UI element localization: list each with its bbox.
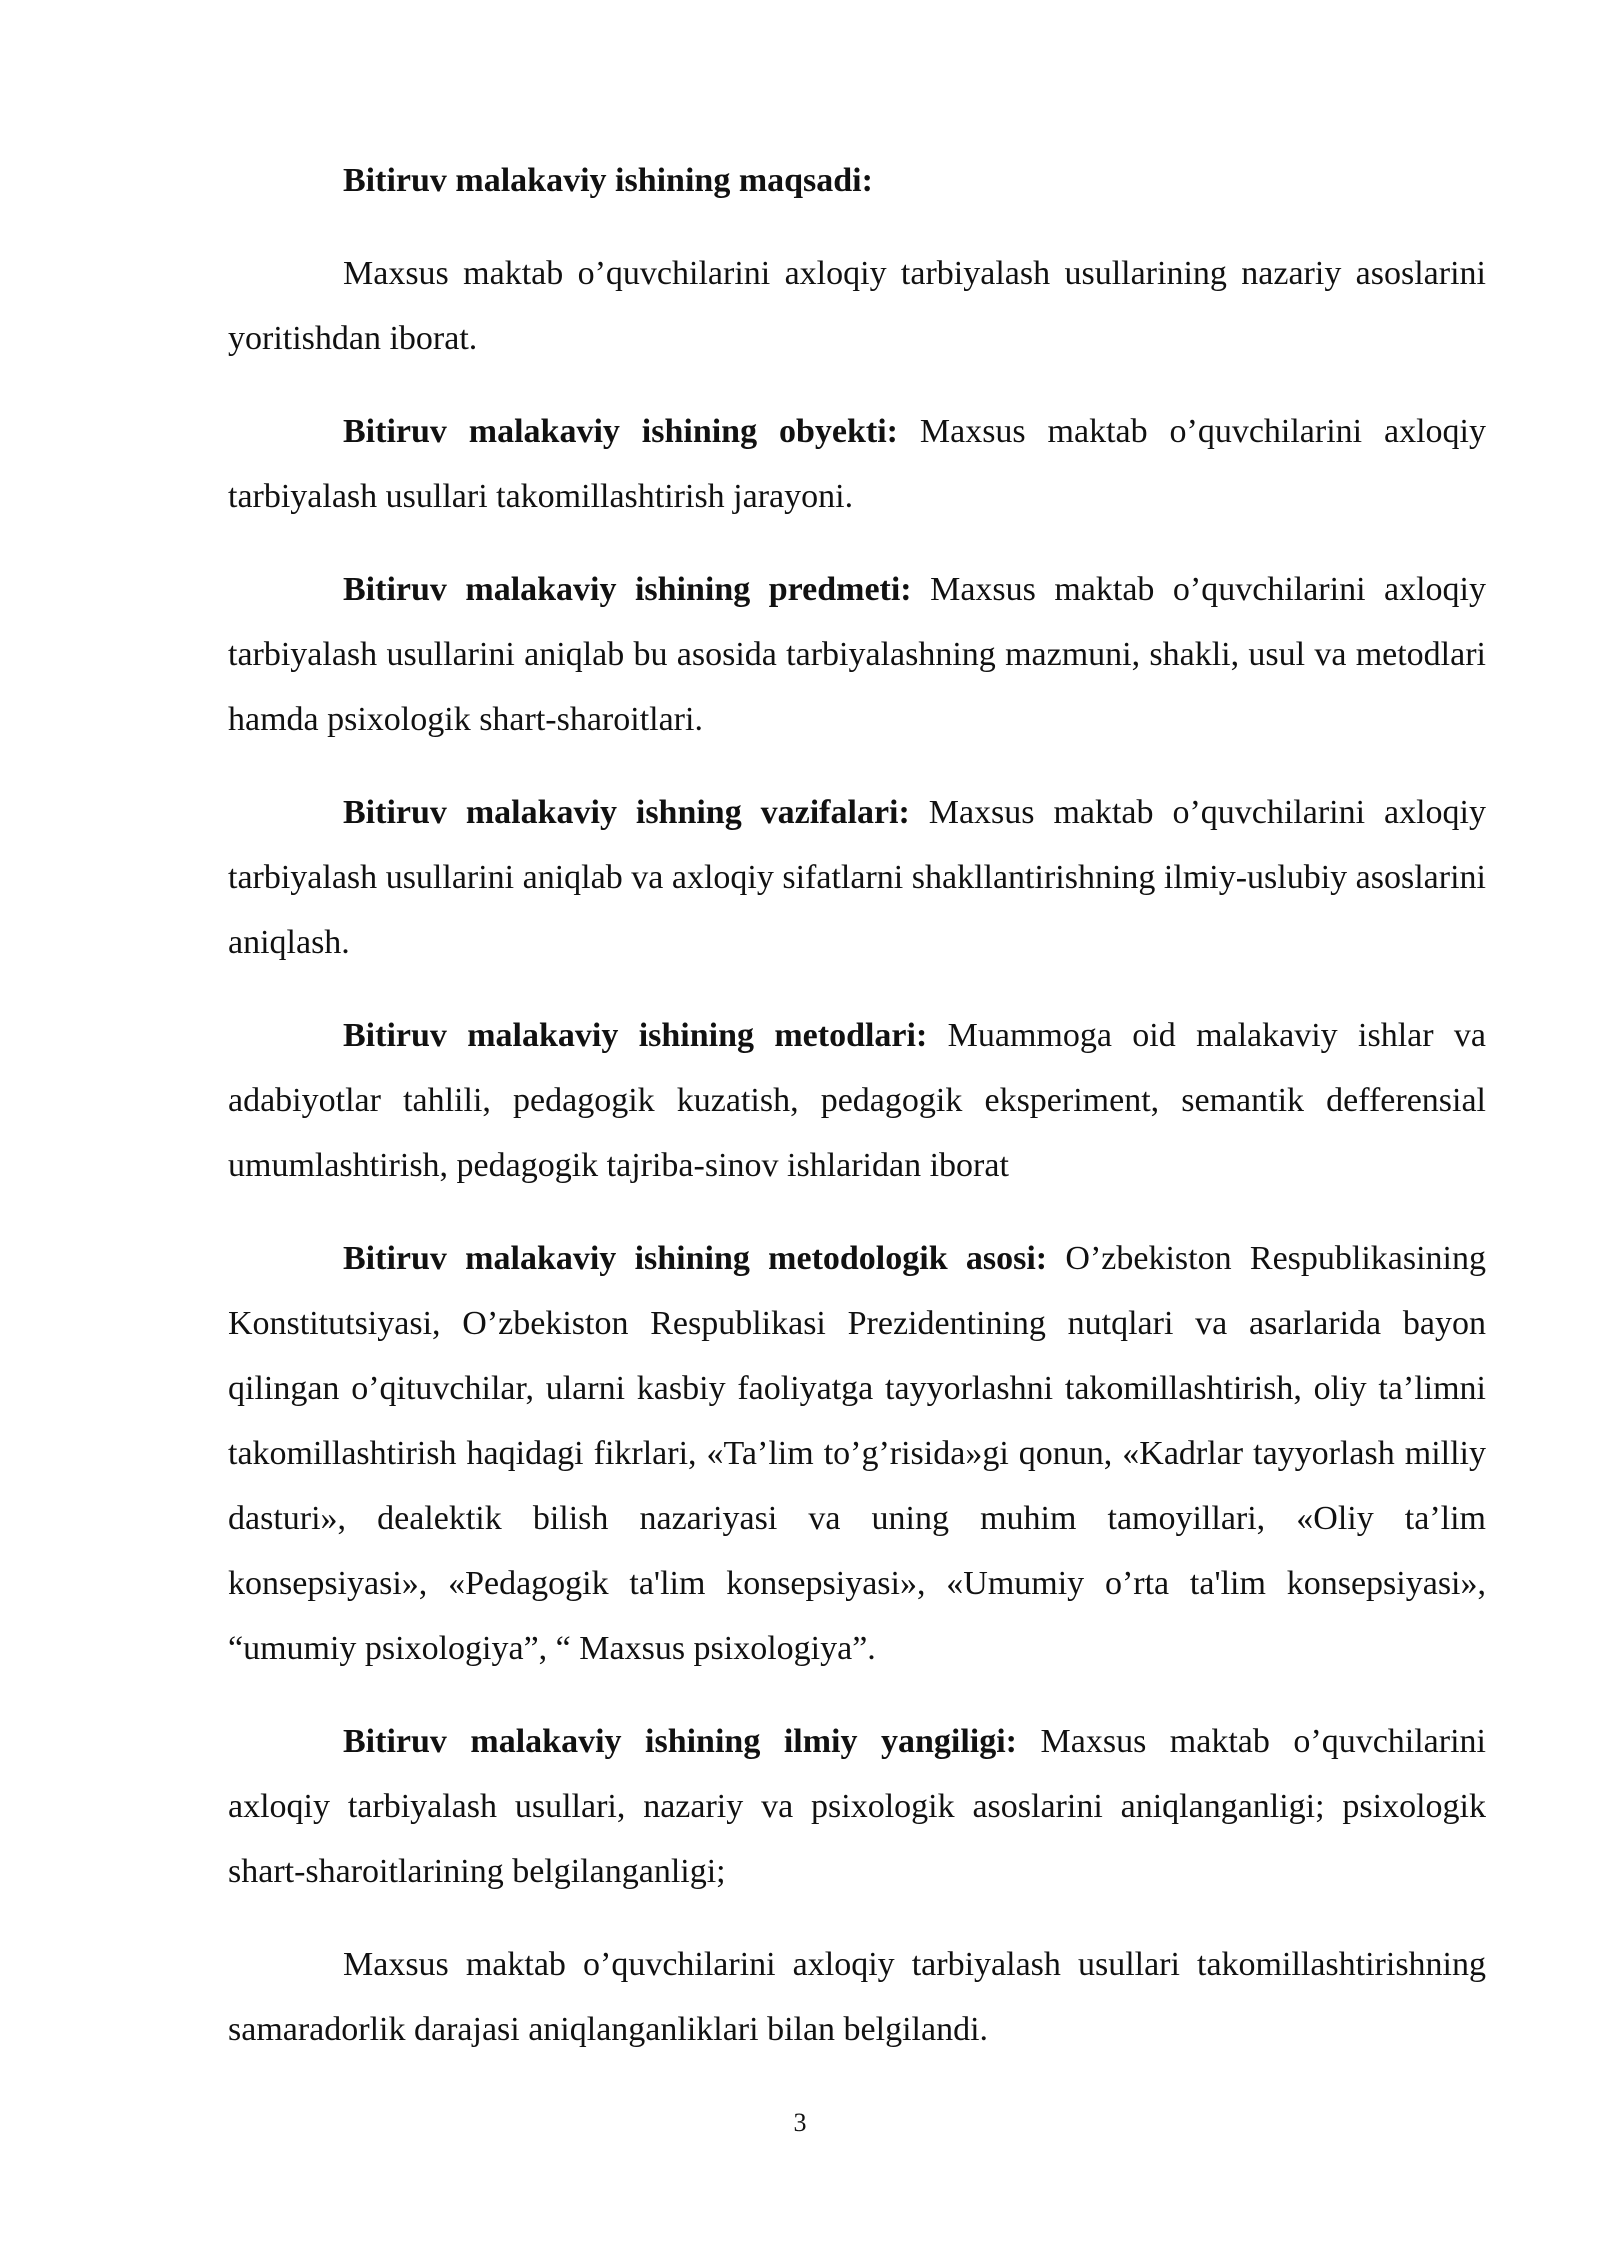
paragraph-maqsadi bbox=[228, 148, 1486, 213]
paragraph-vazifalari bbox=[228, 780, 1486, 975]
paragraph-maqsadi-text bbox=[228, 241, 1486, 371]
paragraph-samaradorlik bbox=[228, 1932, 1486, 2062]
paragraph-metodologik-asosi bbox=[228, 1226, 1486, 1681]
paragraph-heading: Bitiruv malakaviy ishining predmeti: bbox=[343, 571, 912, 608]
paragraph-metodlari bbox=[228, 1003, 1486, 1198]
paragraph-predmeti bbox=[228, 557, 1486, 752]
paragraph-ilmiy-yangiligi bbox=[228, 1709, 1486, 1904]
paragraph-text: Maxsus maktab o’quvchilarini axloqiy tarbiyalash usullarining nazariy asoslarini yoritishdan iborat. bbox=[228, 255, 1486, 357]
page-number: 3 bbox=[793, 2108, 807, 2137]
paragraph-text: Maxsus maktab o’quvchilarini axloqiy tarbiyalash usullari takomillashtirish jarayoni. bbox=[228, 413, 1486, 515]
paragraph-heading: Bitiruv malakaviy ishining maqsadi: bbox=[343, 162, 873, 199]
paragraph-heading: Bitiruv malakaviy ishining obyekti: bbox=[343, 413, 898, 450]
paragraph-heading: Bitiruv malakaviy ishning vazifalari: bbox=[343, 794, 910, 831]
paragraph-text: Maxsus maktab o’quvchilarini axloqiy tarbiyalash usullari takomillashtirishning samaradorlik darajasi aniqlanganliklari bilan belgilandi. bbox=[228, 1946, 1486, 2048]
document-body bbox=[228, 148, 1486, 2090]
paragraph-heading: Bitiruv malakaviy ishining metodlari: bbox=[343, 1017, 928, 1054]
paragraph-heading: Bitiruv malakaviy ishining metodologik asosi: bbox=[343, 1240, 1048, 1277]
paragraph-text: Maxsus maktab o’quvchilarini axloqiy tarbiyalash usullarini aniqlab va axloqiy sifatlarni shakllantirishning ilmiy-uslubiy asoslarini aniqlash. bbox=[228, 794, 1486, 961]
paragraph-text: Maxsus maktab o’quvchilarini axloqiy tarbiyalash usullari, nazariy va psixologik asoslarini aniqlanganligi; psixologik shart-sharoitlarining belgilanganligi; bbox=[228, 1723, 1486, 1890]
paragraph-text: Maxsus maktab o’quvchilarini axloqiy tarbiyalash usullarini aniqlab bu asosida tarbiyalashning mazmuni, shakli, usul va metodlari hamda psixologik shart-sharoitlari. bbox=[228, 571, 1486, 738]
paragraph-text: Muammoga oid malakaviy ishlar va adabiyotlar tahlili, pedagogik kuzatish, pedagogik eksperiment, semantik defferensial umumlashtirish, pedagogik tajriba-sinov ishlaridan iborat bbox=[228, 1017, 1486, 1184]
paragraph-obyekti bbox=[228, 399, 1486, 529]
paragraph-heading: Bitiruv malakaviy ishining ilmiy yangiligi: bbox=[343, 1723, 1018, 1760]
paragraph-text: O’zbekiston Respublikasining Konstitutsiyasi, O’zbekiston Respublikasi Prezidentining nutqlari va asarlarida bayon qilingan o’qituvchilar, ularni kasbiy faoliyatga tayyorlashni takomillashtirish, oliy ta’limni takomillashtirish haqidagi fikrlari, «Ta’lim to’g’risida»gi qonun, «Kadrlar tayyorlash milliy dasturi», dealektik bilish nazariyasi va uning muhim tamoyillari, «Oliy ta’lim konsepsiyasi», «Pedagogik ta'lim konsepsiyasi», «Umumiy o’rta ta'lim konsepsiyasi», “umumiy psixologiya”, “ Maxsus psixologiya”. bbox=[228, 1240, 1486, 1667]
